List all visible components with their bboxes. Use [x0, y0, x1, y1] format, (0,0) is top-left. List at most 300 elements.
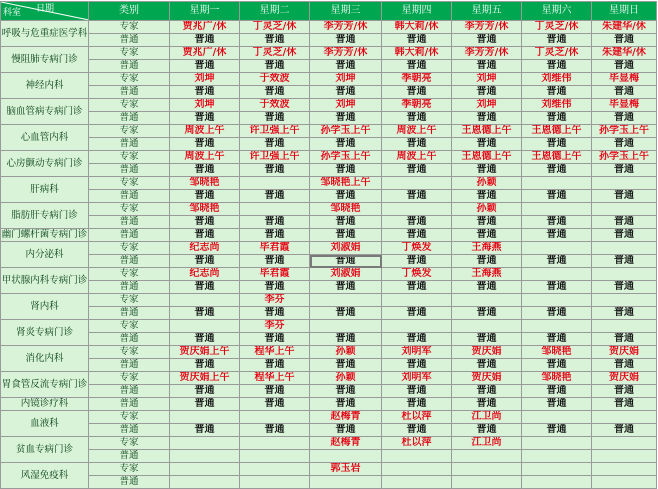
- schedule-cell-wed[interactable]: 普通: [310, 164, 382, 177]
- schedule-cell-wed[interactable]: 普通: [310, 60, 382, 73]
- schedule-cell-sat[interactable]: 普通: [522, 60, 592, 73]
- schedule-cell-tue[interactable]: 普通: [240, 112, 310, 125]
- row-type-label[interactable]: 普通: [89, 307, 170, 320]
- schedule-cell-mon[interactable]: 贾兆广/休: [170, 47, 240, 60]
- department-name[interactable]: 心血管内科: [1, 125, 89, 151]
- schedule-cell-wed[interactable]: 孙学玉上午: [310, 125, 382, 138]
- schedule-cell-tue[interactable]: 普通: [240, 60, 310, 73]
- schedule-cell-wed[interactable]: 赵梅青: [310, 437, 382, 450]
- department-name[interactable]: 神经内科: [1, 73, 89, 99]
- schedule-cell-fri[interactable]: 普通: [452, 385, 522, 398]
- row-type-label[interactable]: 普通: [89, 60, 170, 73]
- schedule-cell-mon[interactable]: 刘坤: [170, 73, 240, 86]
- department-name[interactable]: 贫血专病门诊: [1, 437, 89, 463]
- schedule-cell-thu[interactable]: [382, 294, 452, 307]
- schedule-cell-sat[interactable]: 普通: [522, 398, 592, 411]
- schedule-cell-sat[interactable]: [522, 476, 592, 489]
- schedule-cell-tue[interactable]: 普通: [240, 398, 310, 411]
- department-name[interactable]: 肾内科: [1, 294, 89, 320]
- schedule-cell-fri[interactable]: 普通: [452, 60, 522, 73]
- schedule-cell-mon[interactable]: [170, 437, 240, 450]
- schedule-cell-sat[interactable]: 丁灵芝/休: [522, 47, 592, 60]
- schedule-cell-tue[interactable]: 普通: [240, 359, 310, 372]
- schedule-cell-mon[interactable]: 普通: [170, 190, 240, 203]
- schedule-cell-tue[interactable]: 普通: [240, 307, 310, 320]
- schedule-cell-wed[interactable]: 普通: [310, 424, 382, 437]
- department-name[interactable]: 心房颤动专病门诊: [1, 151, 89, 177]
- schedule-cell-thu[interactable]: 普通: [382, 190, 452, 203]
- row-type-label[interactable]: 普通: [89, 138, 170, 151]
- schedule-cell-sun[interactable]: 普通: [592, 229, 657, 242]
- schedule-cell-sun[interactable]: 普通: [592, 34, 657, 47]
- row-type-label[interactable]: 普通: [89, 86, 170, 99]
- schedule-cell-mon[interactable]: 普通: [170, 281, 240, 294]
- schedule-cell-mon[interactable]: 普通: [170, 138, 240, 151]
- row-type-label[interactable]: 专家: [89, 463, 170, 476]
- schedule-cell-thu[interactable]: [382, 203, 452, 216]
- schedule-cell-tue[interactable]: 毕君霞: [240, 268, 310, 281]
- day-header-sat[interactable]: 星期六: [522, 2, 592, 21]
- department-name[interactable]: 血液科: [1, 411, 89, 437]
- schedule-cell-tue[interactable]: [240, 437, 310, 450]
- schedule-cell-sat[interactable]: [522, 242, 592, 255]
- schedule-cell-sat[interactable]: [522, 437, 592, 450]
- row-type-label[interactable]: 专家: [89, 125, 170, 138]
- schedule-cell-tue[interactable]: [240, 463, 310, 476]
- schedule-cell-sun[interactable]: [592, 450, 657, 463]
- schedule-cell-sat[interactable]: [522, 411, 592, 424]
- schedule-cell-mon[interactable]: 普通: [170, 86, 240, 99]
- schedule-cell-wed[interactable]: 普通: [310, 385, 382, 398]
- schedule-cell-sun[interactable]: [592, 437, 657, 450]
- schedule-cell-mon[interactable]: 普通: [170, 255, 240, 268]
- schedule-cell-sun[interactable]: 普通: [592, 385, 657, 398]
- schedule-cell-sat[interactable]: 普通: [522, 255, 592, 268]
- schedule-cell-mon[interactable]: 刘坤: [170, 99, 240, 112]
- row-type-label[interactable]: 普通: [89, 359, 170, 372]
- row-type-label[interactable]: 专家: [89, 346, 170, 359]
- schedule-cell-sat[interactable]: 邹晓艳: [522, 372, 592, 385]
- schedule-cell-sat[interactable]: [522, 203, 592, 216]
- schedule-cell-fri[interactable]: [452, 476, 522, 489]
- row-type-label[interactable]: 普通: [89, 34, 170, 47]
- schedule-cell-thu[interactable]: [382, 177, 452, 190]
- schedule-cell-sat[interactable]: 丁灵芝/休: [522, 21, 592, 34]
- schedule-cell-sat[interactable]: 普通: [522, 281, 592, 294]
- schedule-cell-mon[interactable]: 普通: [170, 229, 240, 242]
- schedule-cell-sun[interactable]: [592, 320, 657, 333]
- row-type-label[interactable]: 普通: [89, 424, 170, 437]
- schedule-cell-wed[interactable]: 普通: [310, 281, 382, 294]
- schedule-cell-mon[interactable]: 普通: [170, 385, 240, 398]
- schedule-cell-sat[interactable]: [522, 268, 592, 281]
- schedule-cell-mon[interactable]: 普通: [170, 112, 240, 125]
- schedule-cell-sun[interactable]: 普通: [592, 281, 657, 294]
- schedule-cell-sun[interactable]: 普通: [592, 333, 657, 346]
- schedule-cell-wed[interactable]: [310, 476, 382, 489]
- schedule-cell-fri[interactable]: 孙颖: [452, 177, 522, 190]
- schedule-cell-thu[interactable]: 韩大莉/休: [382, 47, 452, 60]
- schedule-cell-thu[interactable]: 刘明军: [382, 346, 452, 359]
- schedule-cell-wed[interactable]: 邹晓艳上午: [310, 177, 382, 190]
- schedule-cell-thu[interactable]: 普通: [382, 424, 452, 437]
- schedule-cell-thu[interactable]: 普通: [382, 138, 452, 151]
- schedule-cell-tue[interactable]: 许卫强上午: [240, 151, 310, 164]
- schedule-cell-sun[interactable]: 普通: [592, 255, 657, 268]
- department-name[interactable]: 胃食管反流专病门诊: [1, 372, 89, 398]
- schedule-cell-sun[interactable]: 贺庆娟: [592, 372, 657, 385]
- schedule-cell-mon[interactable]: 邹晓艳: [170, 177, 240, 190]
- row-type-label[interactable]: 普通: [89, 216, 170, 229]
- schedule-cell-sun[interactable]: 贺庆娟: [592, 346, 657, 359]
- schedule-cell-fri[interactable]: 普通: [452, 333, 522, 346]
- schedule-cell-thu[interactable]: 季朝亮: [382, 73, 452, 86]
- schedule-cell-wed[interactable]: 孙颖: [310, 346, 382, 359]
- schedule-cell-thu[interactable]: 普通: [382, 86, 452, 99]
- schedule-cell-wed[interactable]: 孙学玉上午: [310, 151, 382, 164]
- row-type-label[interactable]: 专家: [89, 411, 170, 424]
- schedule-cell-tue[interactable]: 许卫强上午: [240, 125, 310, 138]
- department-name[interactable]: 脑血管病专病门诊: [1, 99, 89, 125]
- schedule-cell-sun[interactable]: 毕显梅: [592, 73, 657, 86]
- schedule-cell-sun[interactable]: 普通: [592, 307, 657, 320]
- schedule-cell-fri[interactable]: [452, 463, 522, 476]
- schedule-cell-thu[interactable]: 丁焕发: [382, 268, 452, 281]
- schedule-cell-sun[interactable]: 孙学玉上午: [592, 125, 657, 138]
- schedule-cell-mon[interactable]: 普通: [170, 307, 240, 320]
- schedule-cell-mon[interactable]: [170, 294, 240, 307]
- schedule-cell-tue[interactable]: 普通: [240, 333, 310, 346]
- row-type-label[interactable]: 专家: [89, 99, 170, 112]
- schedule-cell-sat[interactable]: [522, 450, 592, 463]
- row-type-label[interactable]: 专家: [89, 21, 170, 34]
- schedule-cell-fri[interactable]: 普通: [452, 307, 522, 320]
- schedule-cell-wed[interactable]: 普通: [310, 333, 382, 346]
- schedule-cell-wed[interactable]: 刘淑娟: [310, 268, 382, 281]
- schedule-cell-fri[interactable]: 王海燕: [452, 268, 522, 281]
- schedule-cell-thu[interactable]: 普通: [382, 333, 452, 346]
- schedule-cell-sun[interactable]: [592, 476, 657, 489]
- schedule-cell-thu[interactable]: 普通: [382, 359, 452, 372]
- schedule-cell-tue[interactable]: 普通: [240, 86, 310, 99]
- schedule-cell-mon[interactable]: 普通: [170, 34, 240, 47]
- schedule-cell-mon[interactable]: 普通: [170, 398, 240, 411]
- schedule-cell-fri[interactable]: 孙颖: [452, 203, 522, 216]
- schedule-cell-fri[interactable]: 普通: [452, 424, 522, 437]
- schedule-cell-fri[interactable]: 普通: [452, 216, 522, 229]
- row-type-label[interactable]: 普通: [89, 229, 170, 242]
- schedule-cell-mon[interactable]: 纪志尚: [170, 242, 240, 255]
- schedule-cell-mon[interactable]: 周波上午: [170, 125, 240, 138]
- schedule-cell-sat[interactable]: 普通: [522, 164, 592, 177]
- schedule-cell-fri[interactable]: 王恩德上午: [452, 151, 522, 164]
- schedule-cell-wed[interactable]: 普通: [310, 229, 382, 242]
- schedule-cell-tue[interactable]: 李芬: [240, 320, 310, 333]
- schedule-cell-sat[interactable]: 王恩德上午: [522, 125, 592, 138]
- row-type-label[interactable]: 专家: [89, 47, 170, 60]
- schedule-cell-thu[interactable]: [382, 463, 452, 476]
- schedule-cell-fri[interactable]: 普通: [452, 398, 522, 411]
- schedule-cell-wed[interactable]: 普通: [310, 216, 382, 229]
- schedule-cell-mon[interactable]: [170, 411, 240, 424]
- row-type-label[interactable]: 普通: [89, 164, 170, 177]
- schedule-cell-sun[interactable]: 普通: [592, 359, 657, 372]
- department-name[interactable]: 消化内科: [1, 346, 89, 372]
- schedule-cell-sun[interactable]: 朱建华/休: [592, 47, 657, 60]
- day-header-wed[interactable]: 星期三: [310, 2, 382, 21]
- schedule-cell-wed[interactable]: 李芳芳/休: [310, 21, 382, 34]
- schedule-cell-sun[interactable]: 普通: [592, 398, 657, 411]
- schedule-cell-wed[interactable]: 普通: [310, 138, 382, 151]
- day-header-mon[interactable]: 星期一: [170, 2, 240, 21]
- schedule-cell-wed[interactable]: 赵梅青: [310, 411, 382, 424]
- schedule-cell-sun[interactable]: [592, 177, 657, 190]
- schedule-cell-tue[interactable]: 普通: [240, 138, 310, 151]
- schedule-cell-sun[interactable]: 普通: [592, 60, 657, 73]
- schedule-cell-fri[interactable]: 刘坤: [452, 99, 522, 112]
- department-name[interactable]: 肾炎专病门诊: [1, 320, 89, 346]
- schedule-cell-thu[interactable]: 普通: [382, 112, 452, 125]
- schedule-cell-tue[interactable]: 普通: [240, 229, 310, 242]
- schedule-cell-sat[interactable]: 刘维伟: [522, 99, 592, 112]
- schedule-cell-tue[interactable]: 普通: [240, 255, 310, 268]
- schedule-cell-tue[interactable]: 程华上午: [240, 372, 310, 385]
- row-type-label[interactable]: 专家: [89, 203, 170, 216]
- schedule-cell-wed[interactable]: 邹晓艳: [310, 203, 382, 216]
- schedule-cell-thu[interactable]: 普通: [382, 307, 452, 320]
- schedule-cell-thu[interactable]: 普通: [382, 60, 452, 73]
- schedule-cell-wed[interactable]: 孙颖: [310, 372, 382, 385]
- row-type-label[interactable]: 普通: [89, 112, 170, 125]
- schedule-cell-sun[interactable]: 朱建华/休: [592, 21, 657, 34]
- schedule-cell-sat[interactable]: 普通: [522, 138, 592, 151]
- schedule-cell-fri[interactable]: 普通: [452, 359, 522, 372]
- schedule-cell-sat[interactable]: 普通: [522, 86, 592, 99]
- day-header-sun[interactable]: 星期日: [592, 2, 657, 21]
- schedule-cell-sat[interactable]: 普通: [522, 190, 592, 203]
- schedule-cell-tue[interactable]: 于效波: [240, 99, 310, 112]
- schedule-cell-sun[interactable]: 孙学玉上午: [592, 151, 657, 164]
- schedule-cell-mon[interactable]: 贺庆娟上午: [170, 346, 240, 359]
- schedule-cell-sat[interactable]: 普通: [522, 229, 592, 242]
- schedule-cell-tue[interactable]: 普通: [240, 34, 310, 47]
- schedule-cell-fri[interactable]: 王海燕: [452, 242, 522, 255]
- schedule-cell-sun[interactable]: [592, 242, 657, 255]
- schedule-cell-sun[interactable]: 普通: [592, 190, 657, 203]
- schedule-cell-fri[interactable]: 李芳芳/休: [452, 21, 522, 34]
- schedule-cell-tue[interactable]: 普通: [240, 424, 310, 437]
- schedule-cell-thu[interactable]: 普通: [382, 385, 452, 398]
- department-name[interactable]: 风湿免疫科: [1, 463, 89, 489]
- schedule-cell-fri[interactable]: 普通: [452, 229, 522, 242]
- schedule-cell-sat[interactable]: [522, 463, 592, 476]
- schedule-cell-sat[interactable]: 普通: [522, 112, 592, 125]
- schedule-cell-thu[interactable]: [382, 450, 452, 463]
- row-type-label[interactable]: 普通: [89, 333, 170, 346]
- schedule-cell-wed[interactable]: 普通: [310, 34, 382, 47]
- schedule-cell-sun[interactable]: [592, 463, 657, 476]
- schedule-cell-tue[interactable]: 普通: [240, 216, 310, 229]
- schedule-cell-wed[interactable]: 普通: [310, 112, 382, 125]
- schedule-cell-tue[interactable]: 普通: [240, 385, 310, 398]
- schedule-cell-thu[interactable]: [382, 476, 452, 489]
- schedule-cell-wed[interactable]: 刘坤: [310, 99, 382, 112]
- schedule-cell-fri[interactable]: 普通: [452, 112, 522, 125]
- schedule-cell-fri[interactable]: 李芳芳/休: [452, 47, 522, 60]
- schedule-cell-sun[interactable]: 普通: [592, 138, 657, 151]
- schedule-cell-mon[interactable]: 贺庆娟上午: [170, 372, 240, 385]
- schedule-cell-mon[interactable]: [170, 320, 240, 333]
- schedule-cell-thu[interactable]: 丁焕发: [382, 242, 452, 255]
- schedule-cell-fri[interactable]: [452, 320, 522, 333]
- department-name[interactable]: 甲状腺内科专病门诊: [1, 268, 89, 294]
- schedule-cell-wed[interactable]: 普通: [310, 307, 382, 320]
- row-type-label[interactable]: 专家: [89, 242, 170, 255]
- schedule-cell-sun[interactable]: 普通: [592, 164, 657, 177]
- schedule-cell-thu[interactable]: 周波上午: [382, 125, 452, 138]
- schedule-cell-tue[interactable]: 程华上午: [240, 346, 310, 359]
- schedule-cell-mon[interactable]: 普通: [170, 424, 240, 437]
- row-type-label[interactable]: 专家: [89, 268, 170, 281]
- corner-header[interactable]: [1, 2, 89, 21]
- schedule-cell-tue[interactable]: 于效波: [240, 73, 310, 86]
- schedule-cell-fri[interactable]: 刘坤: [452, 73, 522, 86]
- schedule-cell-wed[interactable]: [310, 450, 382, 463]
- schedule-cell-tue[interactable]: 普通: [240, 190, 310, 203]
- schedule-cell-tue[interactable]: [240, 450, 310, 463]
- schedule-cell-sun[interactable]: 普通: [592, 216, 657, 229]
- row-type-label[interactable]: 专家: [89, 320, 170, 333]
- row-type-label[interactable]: 专家: [89, 151, 170, 164]
- department-name[interactable]: 慢阻肺专病门诊: [1, 47, 89, 73]
- schedule-cell-mon[interactable]: 普通: [170, 164, 240, 177]
- row-type-label[interactable]: 专家: [89, 437, 170, 450]
- department-name[interactable]: 肝病科: [1, 177, 89, 203]
- row-type-label[interactable]: 普通: [89, 476, 170, 489]
- schedule-cell-fri[interactable]: 江卫尚: [452, 437, 522, 450]
- schedule-cell-mon[interactable]: [170, 450, 240, 463]
- schedule-cell-sun[interactable]: 普通: [592, 424, 657, 437]
- schedule-cell-sat[interactable]: 刘维伟: [522, 73, 592, 86]
- schedule-cell-tue[interactable]: 李芬: [240, 294, 310, 307]
- schedule-cell-sat[interactable]: [522, 177, 592, 190]
- row-type-label[interactable]: 普通: [89, 398, 170, 411]
- schedule-cell-mon[interactable]: 周波上午: [170, 151, 240, 164]
- schedule-cell-wed[interactable]: 普通: [310, 398, 382, 411]
- schedule-cell-fri[interactable]: 普通: [452, 86, 522, 99]
- schedule-cell-tue[interactable]: 毕君霞: [240, 242, 310, 255]
- schedule-cell-fri[interactable]: 普通: [452, 255, 522, 268]
- schedule-cell-sun[interactable]: [592, 268, 657, 281]
- schedule-cell-mon[interactable]: [170, 476, 240, 489]
- schedule-cell-sat[interactable]: 普通: [522, 216, 592, 229]
- row-type-label[interactable]: 专家: [89, 294, 170, 307]
- schedule-cell-fri[interactable]: [452, 450, 522, 463]
- schedule-cell-wed[interactable]: 李芳芳/休: [310, 47, 382, 60]
- schedule-cell-mon[interactable]: [170, 463, 240, 476]
- schedule-cell-tue[interactable]: [240, 203, 310, 216]
- schedule-cell-fri[interactable]: 普通: [452, 34, 522, 47]
- schedule-cell-fri[interactable]: 普通: [452, 164, 522, 177]
- schedule-cell-thu[interactable]: 杜以萍: [382, 437, 452, 450]
- schedule-cell-sun[interactable]: 普通: [592, 112, 657, 125]
- schedule-cell-sat[interactable]: 普通: [522, 333, 592, 346]
- schedule-cell-sat[interactable]: 普通: [522, 385, 592, 398]
- schedule-cell-tue[interactable]: [240, 411, 310, 424]
- department-name[interactable]: 脂肪肝专病门诊: [1, 203, 89, 229]
- schedule-cell-sat[interactable]: [522, 294, 592, 307]
- schedule-cell-sat[interactable]: 邹晓艳: [522, 346, 592, 359]
- day-header-fri[interactable]: 星期五: [452, 2, 522, 21]
- department-name[interactable]: 内镜诊疗科: [1, 398, 89, 411]
- schedule-cell-fri[interactable]: [452, 294, 522, 307]
- schedule-cell-thu[interactable]: 韩大莉/休: [382, 21, 452, 34]
- schedule-cell-tue[interactable]: 普通: [240, 164, 310, 177]
- row-type-label[interactable]: 专家: [89, 177, 170, 190]
- schedule-cell-mon[interactable]: 普通: [170, 359, 240, 372]
- schedule-cell-wed[interactable]: [310, 294, 382, 307]
- schedule-cell-wed[interactable]: 刘淑娟: [310, 242, 382, 255]
- schedule-cell-thu[interactable]: 普通: [382, 164, 452, 177]
- schedule-cell-thu[interactable]: 普通: [382, 255, 452, 268]
- day-header-tue[interactable]: 星期二: [240, 2, 310, 21]
- schedule-cell-tue[interactable]: 丁灵芝/休: [240, 47, 310, 60]
- schedule-cell-sun[interactable]: [592, 203, 657, 216]
- row-type-label[interactable]: 专家: [89, 372, 170, 385]
- schedule-cell-sun[interactable]: [592, 294, 657, 307]
- schedule-cell-tue[interactable]: 普通: [240, 281, 310, 294]
- schedule-cell-fri[interactable]: 普通: [452, 138, 522, 151]
- schedule-cell-sat[interactable]: 普通: [522, 424, 592, 437]
- schedule-cell-mon[interactable]: 普通: [170, 216, 240, 229]
- schedule-cell-fri[interactable]: 王恩德上午: [452, 125, 522, 138]
- schedule-cell-mon[interactable]: 贾兆广/休: [170, 21, 240, 34]
- schedule-cell-tue[interactable]: 丁灵芝/休: [240, 21, 310, 34]
- schedule-cell-wed[interactable]: [310, 320, 382, 333]
- schedule-cell-fri[interactable]: 贺庆娟: [452, 346, 522, 359]
- schedule-cell-fri[interactable]: 普通: [452, 281, 522, 294]
- schedule-cell-mon[interactable]: 普通: [170, 60, 240, 73]
- schedule-cell-mon[interactable]: 邹晓艳: [170, 203, 240, 216]
- schedule-cell-sun[interactable]: [592, 411, 657, 424]
- schedule-cell-wed[interactable]: 普通: [310, 359, 382, 372]
- department-name[interactable]: 呼吸与危重症医学科: [1, 21, 89, 47]
- schedule-cell-thu[interactable]: 普通: [382, 216, 452, 229]
- schedule-cell-sat[interactable]: 普通: [522, 307, 592, 320]
- schedule-cell-sat[interactable]: 普通: [522, 359, 592, 372]
- schedule-cell-thu[interactable]: 普通: [382, 398, 452, 411]
- schedule-cell-fri[interactable]: 江卫尚: [452, 411, 522, 424]
- schedule-cell-sat[interactable]: [522, 320, 592, 333]
- schedule-cell-fri[interactable]: 贺庆娟: [452, 372, 522, 385]
- schedule-cell-thu[interactable]: 季朝亮: [382, 99, 452, 112]
- schedule-cell-mon[interactable]: 普通: [170, 333, 240, 346]
- row-type-label[interactable]: 普通: [89, 255, 170, 268]
- type-column-header[interactable]: 类别: [89, 2, 170, 21]
- schedule-cell-wed[interactable]: 普通: [310, 86, 382, 99]
- schedule-cell-sun[interactable]: 毕显梅: [592, 99, 657, 112]
- schedule-cell-thu[interactable]: 普通: [382, 229, 452, 242]
- schedule-cell-thu[interactable]: 杜以萍: [382, 411, 452, 424]
- schedule-cell-tue[interactable]: [240, 177, 310, 190]
- row-type-label[interactable]: 专家: [89, 73, 170, 86]
- schedule-cell-wed[interactable]: 普通: [310, 190, 382, 203]
- day-header-thu[interactable]: 星期四: [382, 2, 452, 21]
- row-type-label[interactable]: 普通: [89, 450, 170, 463]
- schedule-cell-sun[interactable]: 普通: [592, 86, 657, 99]
- schedule-cell-sat[interactable]: 普通: [522, 34, 592, 47]
- schedule-cell-wed[interactable]: 刘坤: [310, 73, 382, 86]
